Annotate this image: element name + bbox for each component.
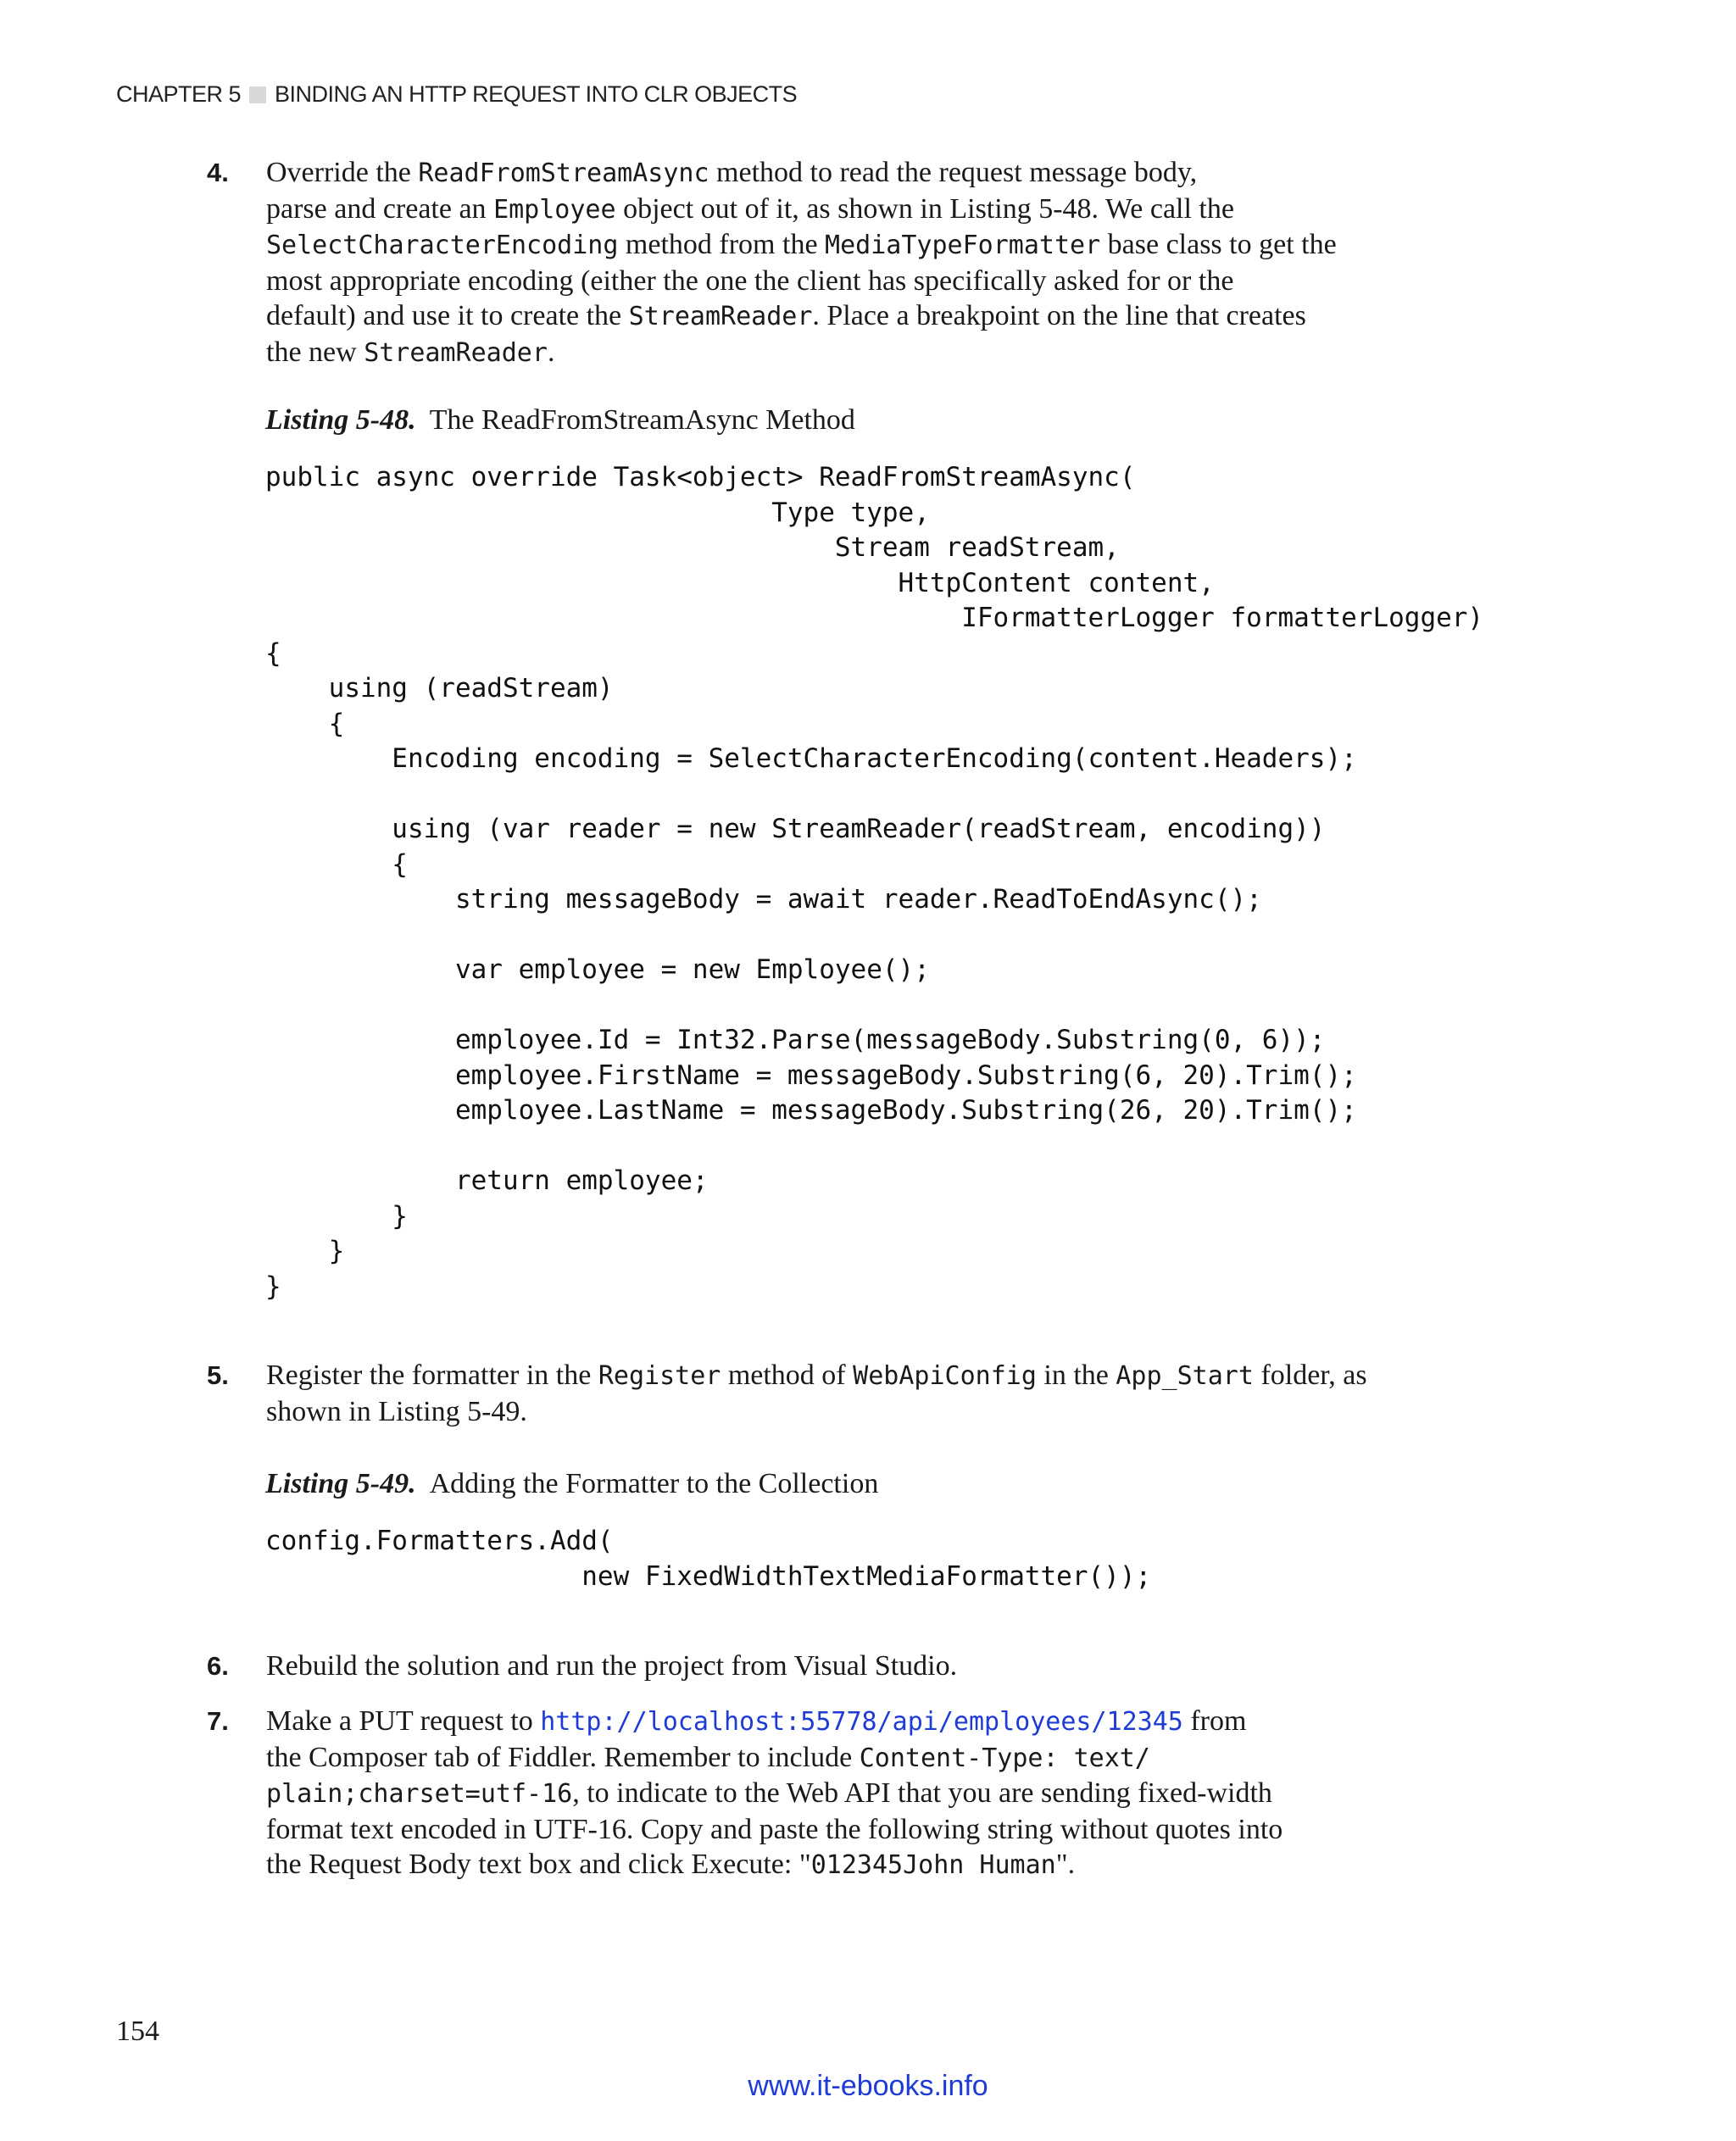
listing-title: Adding the Formatter to the Collection [429, 1468, 879, 1499]
localhost-url-link[interactable]: http://localhost:55778/api/employees/12345 [540, 1707, 1183, 1737]
step-5 [207, 1358, 1410, 1429]
listing-label: Listing 5-49. [265, 1468, 416, 1499]
step-4 [207, 155, 1410, 370]
step-number: 6. [207, 1651, 229, 1681]
step-text: Rebuild the solution and run the project from Visual Studio. [266, 1650, 958, 1682]
step-number: 5. [207, 1360, 229, 1390]
step-text: Make a PUT request to http://localhost:55778/api/employees/12345 from the Composer tab of Fiddler. Remember to include Content-Type: text/ plain;charset=utf-16, to indicate to the Web API that you are sending fixed-width format text encoded in UTF-16. Copy and paste the following string without quotes into the Request Body text box and click Execute: "012345John Human". [266, 1705, 1283, 1880]
step-6 [207, 1649, 1410, 1684]
page-number: 154 [116, 2016, 159, 2047]
step-7 [207, 1704, 1410, 1883]
chapter-label: CHAPTER 5 [116, 81, 242, 107]
step-number: 4. [207, 158, 229, 187]
header-separator-square [249, 86, 266, 103]
step-text: Register the formatter in the Register method of WebApiConfig in the App_Start folder, as shown in Listing 5-49. [266, 1360, 1367, 1427]
listing-title: The ReadFromStreamAsync Method [429, 404, 855, 436]
step-number: 7. [207, 1706, 229, 1736]
running-header [116, 81, 797, 108]
footer-link[interactable]: www.it-ebooks.info [748, 2070, 988, 2102]
code-listing-5-48: public async override Task<object> ReadFromStreamAsync( Type type, Stream readStream, HttpContent content, IFormatterLogger formatterLogger) { using (readStream) { Encoding encoding = SelectCharacterEncoding(content.Headers); using (var reader = new StreamReader(readStream, encoding)) { string messageBody = await reader.ReadToEndAsync(); var employee = new Employee(); employee.Id = Int32.Parse(messageBody.Substring(0, 6)); employee.FirstName = messageBody.Substring(6, 20).Trim(); employee.LastName = messageBody.Substring(26, 20).Trim(); return employee; } } } [265, 462, 1484, 1302]
listing-5-48-caption [265, 403, 855, 438]
listing-5-49-caption [265, 1466, 878, 1502]
step-text: Override the ReadFromStreamAsync method to read the request message body, parse and create an Employee object out of it, as shown in Listing 5-48. We call the SelectCharacterEncoding method from the MediaTypeFormatter base class to get the most appropriate encoding (either the one the client has specifically asked for or the default) and use it to create the StreamReader. Place a breakpoint on the line that creates the new StreamReader. [266, 157, 1337, 368]
chapter-title: BINDING AN HTTP REQUEST INTO CLR OBJECTS [275, 81, 798, 107]
code-listing-5-49: config.Formatters.Add( new FixedWidthTextMediaFormatter()); [265, 1526, 1152, 1592]
listing-label: Listing 5-48. [265, 404, 416, 436]
